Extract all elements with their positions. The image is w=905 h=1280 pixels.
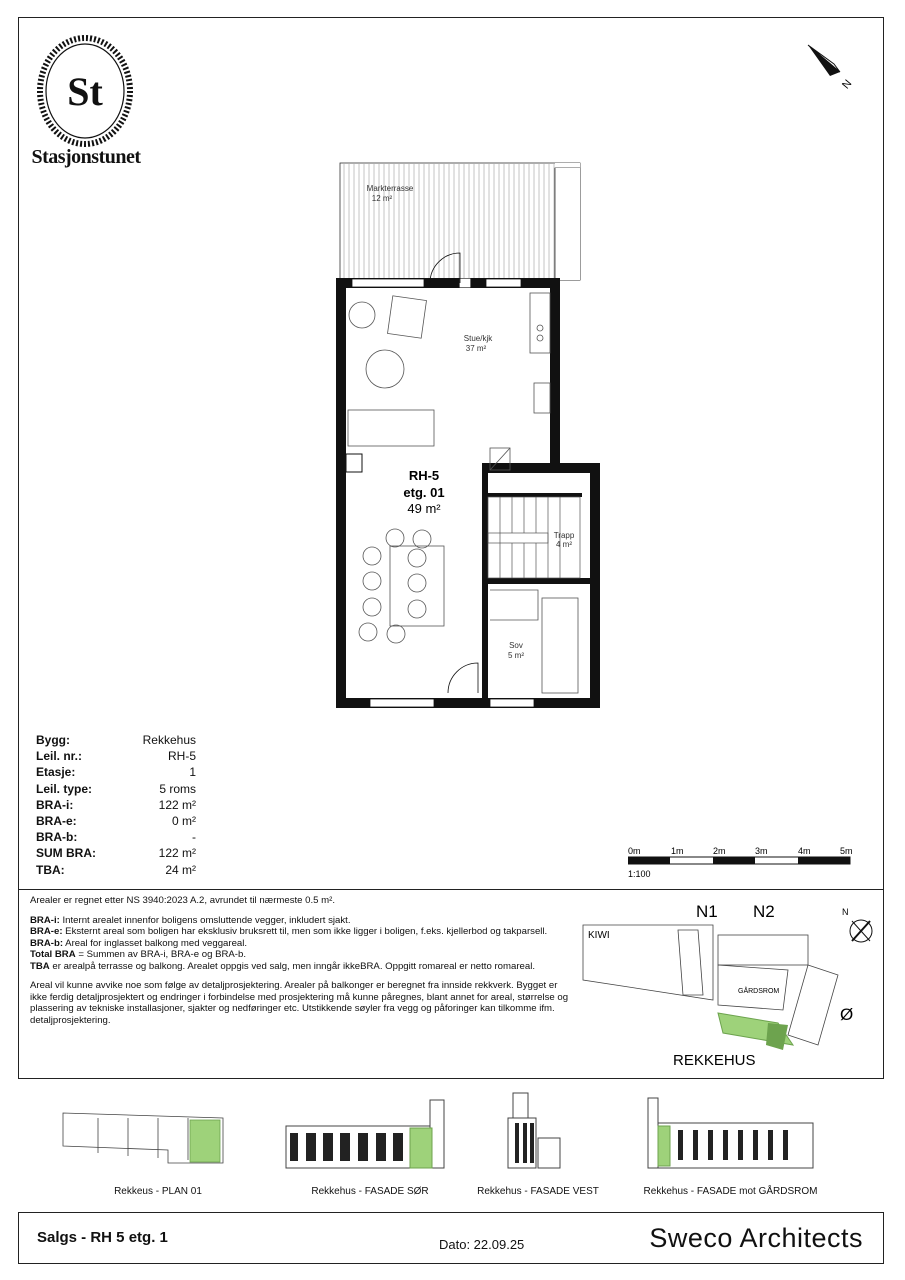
thumb-label: Rekkeus - PLAN 01 <box>114 1186 202 1197</box>
thumb-plan <box>63 1113 223 1163</box>
info-key: Etasje: <box>36 765 76 780</box>
site-kiwi: KIWI <box>588 930 610 941</box>
thumb-fasade-sor <box>286 1100 444 1168</box>
unit-id: RH-5 <box>408 468 440 483</box>
compass-n-label: N <box>840 77 855 92</box>
scale-tick: 1m <box>671 846 684 856</box>
site-east: Ø <box>840 1005 854 1024</box>
site-n1: N1 <box>696 902 718 921</box>
scale-tick: 3m <box>755 846 768 856</box>
site-plan <box>578 895 878 1075</box>
thumb-fasade-vest <box>508 1093 560 1168</box>
notes-intro: Arealer er regnet etter NS 3940:2023 A.2, avrundet til nærmeste 0.5 m². <box>30 895 336 906</box>
definition-term: BRA-b: <box>30 937 64 949</box>
site-north: N <box>842 907 849 917</box>
info-key: Leil. type: <box>36 781 93 796</box>
notes-text <box>30 895 575 1034</box>
info-key: Leil. nr.: <box>36 749 83 764</box>
definition <box>30 915 575 927</box>
info-key: SUM BRA: <box>36 846 96 861</box>
unit-info-table <box>36 732 196 878</box>
info-row <box>36 813 196 829</box>
thumbnails <box>18 1088 884 1208</box>
definition <box>30 949 575 961</box>
info-value: 5 roms <box>159 781 196 796</box>
room-name-trapp: Trapp <box>553 531 575 540</box>
thumb-label: Rekkehus - FASADE mot GÅRDSROM <box>643 1186 818 1197</box>
info-key: BRA-e: <box>36 813 77 828</box>
site-rekkehus: REKKEHUS <box>673 1052 756 1069</box>
footer-title: Salgs - RH 5 etg. 1 <box>37 1229 168 1246</box>
footer <box>18 1212 884 1264</box>
room-name-sov: Sov <box>509 641 523 650</box>
site-n2: N2 <box>753 902 775 921</box>
room-area-markterrasse: 12 m² <box>371 194 393 203</box>
info-value: 24 m² <box>165 862 196 877</box>
notes-disclaimer: Areal vil kunne avvike noe som følge av detaljprosjektering. Arealer på balkonger er beregnet fra innside rekkverk. Bygget er ikke ferdig detaljprosjektert og endringer i forbindelse med prosjektering må kunne påregnes, blant annet for areal, størrelse og plassering av tekniske installasjoner, sjakter og nedføringer etc. Utstikkende søyler fra vegg og påforinger kan tilkomme ifm. detaljprosjektering. <box>30 980 569 1026</box>
footer-date: Dato: 22.09.25 <box>439 1237 525 1252</box>
scale-ratio: 1:100 <box>628 869 651 879</box>
site-compass-icon <box>842 907 872 942</box>
definition-text: er arealpå terrasse og balkong. Arealet oppgis ved salg, men inngår ikkeBRA. Oppgitt romareal er netto romareal. <box>49 960 535 972</box>
thumb-label: Rekkehus - FASADE VEST <box>477 1186 599 1197</box>
info-value: Rekkehus <box>142 733 196 747</box>
room-area-stue: 37 m² <box>465 344 487 353</box>
info-value: 122 m² <box>158 797 196 812</box>
thumb-label: Rekkehus - FASADE SØR <box>311 1186 429 1197</box>
info-key: BRA-b: <box>36 830 78 845</box>
info-row <box>36 862 196 878</box>
room-area-trapp: 4 m² <box>556 540 572 549</box>
scale-bar <box>628 845 858 890</box>
room-name-stue: Stue/kjk <box>463 334 493 343</box>
scale-tick: 5m <box>840 846 853 856</box>
unit-area: 49 m² <box>407 501 441 516</box>
info-row <box>36 829 196 845</box>
logo-name: Stasjonstunet <box>31 146 141 168</box>
info-key: BRA-i: <box>36 797 74 812</box>
info-key: TBA: <box>36 862 65 877</box>
definition-text: = Summen av BRA-i, BRA-e og BRA-b. <box>75 949 247 960</box>
logo-monogram: St <box>67 69 103 114</box>
divider <box>18 1078 884 1079</box>
info-value: 1 <box>189 765 196 780</box>
company-name: Sweco Architects <box>649 1223 863 1253</box>
scale-tick: 4m <box>798 846 811 856</box>
info-value: 0 m² <box>172 813 196 828</box>
definition-text: Internt arealet innenfor boligens omsluttende vegger, inkludert sjakt. <box>59 914 351 926</box>
definition-text: Eksternt areal som boligen har eksklusiv bruksrett til, men som ikke ligger i boligen, f.eks. kjellerbod og takparsell. <box>62 926 548 937</box>
scale-tick: 0m <box>628 846 641 856</box>
info-value: 122 m² <box>158 846 196 861</box>
floor-plan <box>330 158 610 718</box>
definition <box>30 938 575 950</box>
notes-definitions <box>30 915 575 973</box>
info-row <box>36 781 196 797</box>
info-row <box>36 748 196 764</box>
definition-text: Areal for inglasset balkong med veggareal. <box>63 937 248 949</box>
info-row <box>36 845 196 861</box>
info-value: - <box>192 830 196 845</box>
scale-tick: 2m <box>713 846 726 856</box>
unit-floor: etg. 01 <box>403 485 445 500</box>
definition <box>30 926 575 938</box>
north-arrow-icon <box>800 40 860 100</box>
definition <box>30 961 575 973</box>
divider <box>18 889 884 890</box>
definition-term: TBA <box>30 960 50 972</box>
thumb-fasade-gardsrom <box>648 1098 813 1168</box>
info-value: RH-5 <box>167 749 196 764</box>
definition-term: BRA-i: <box>30 914 60 926</box>
info-key: Bygg: <box>36 733 70 747</box>
info-row <box>36 732 196 748</box>
room-area-sov: 5 m² <box>508 651 524 660</box>
definition-term: BRA-e: <box>30 926 63 937</box>
info-row <box>36 797 196 813</box>
site-gardsrom: GÅRDSROM <box>738 988 780 995</box>
info-row <box>36 764 196 780</box>
definition-term: Total BRA <box>30 949 76 960</box>
room-name-markterrasse: Markterrasse <box>366 184 414 193</box>
